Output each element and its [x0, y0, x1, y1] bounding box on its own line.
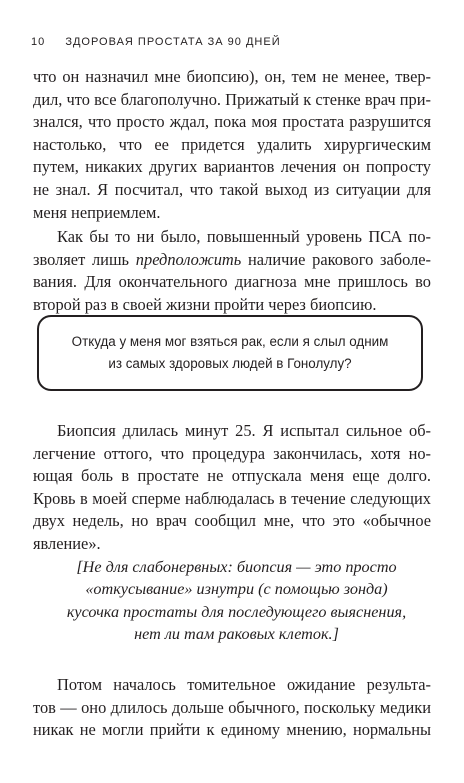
text-line: явление».	[33, 533, 101, 553]
text-segment: наличие ракового заболе-	[241, 249, 431, 269]
text-line: не знал. Я посчитал, что такой выход из ситуации для	[33, 179, 431, 199]
paragraph-2	[33, 226, 431, 316]
paragraph-4	[33, 674, 431, 742]
text-line: путем, никаких других вариантов лечения он попросту	[33, 157, 431, 177]
emphasis: предположить	[135, 249, 242, 269]
text-line: вания. Для окончательного диагноза мне пришлось во	[33, 272, 431, 292]
text-line: меня неприемлем.	[33, 202, 161, 222]
callout-line: Откуда у меня мог взяться рак, если я слыл одним	[71, 334, 389, 349]
book-title: ЗДОРОВАЯ ПРОСТАТА ЗА 90 ДНЕЙ	[65, 36, 281, 48]
text-line: второй раз в своей жизни пройти через биопсию.	[33, 294, 377, 314]
text-line	[33, 249, 431, 272]
text-line: знался, что просто ждал, пока моя простата разрушится	[33, 112, 431, 132]
text-line: тов — оно длилось дольше обычного, поскольку медики	[33, 697, 431, 717]
text-line: Кровь в моей сперме наблюдалась в течение следующих	[33, 488, 431, 508]
aside-line: «откусывание» изнутри (с помощью зонда)	[85, 580, 388, 599]
text-line: Потом началось томительное ожидание результа-	[57, 675, 431, 694]
italic-aside	[60, 556, 413, 646]
aside-line: [Не для слабонервных: биопсия — это просто	[76, 558, 397, 576]
text-line: настолько, что ее придется удалить хирургическим	[33, 134, 431, 154]
text-line: никак не могли прийти к единому мнению, нормальны	[33, 720, 431, 740]
text-line: Как бы то ни было, повышенный уровень ПСА по-	[57, 227, 431, 246]
text-line: двух недель, но врач сообщил мне, что это «обычное	[33, 511, 431, 531]
paragraph-3	[33, 420, 431, 556]
aside-line: кусочка простаты для последующего выяснения,	[66, 602, 407, 621]
text-segment: зволяет лишь	[33, 249, 136, 269]
text-line: легчение оттого, что процедура закончилась, хотя но-	[33, 443, 431, 463]
running-header	[31, 36, 431, 48]
text-line: что он назначил мне биопсию), он, тем не менее, твер-	[33, 67, 431, 86]
text-line: Биопсия длилась минут 25. Я испытал сильное об-	[57, 421, 431, 440]
callout-line: из самых здоровых людей в Гонолулу?	[108, 356, 352, 371]
paragraph-1	[33, 66, 431, 224]
callout-box	[37, 315, 423, 391]
aside-line: нет ли там раковых клеток.]	[134, 625, 339, 644]
text-line: дил, что все благополучно. Прижатый к стенке врач при-	[33, 89, 431, 109]
text-line: ющая боль в простате не отпускала меня еще долго.	[33, 466, 431, 486]
page-number: 10	[31, 36, 46, 48]
